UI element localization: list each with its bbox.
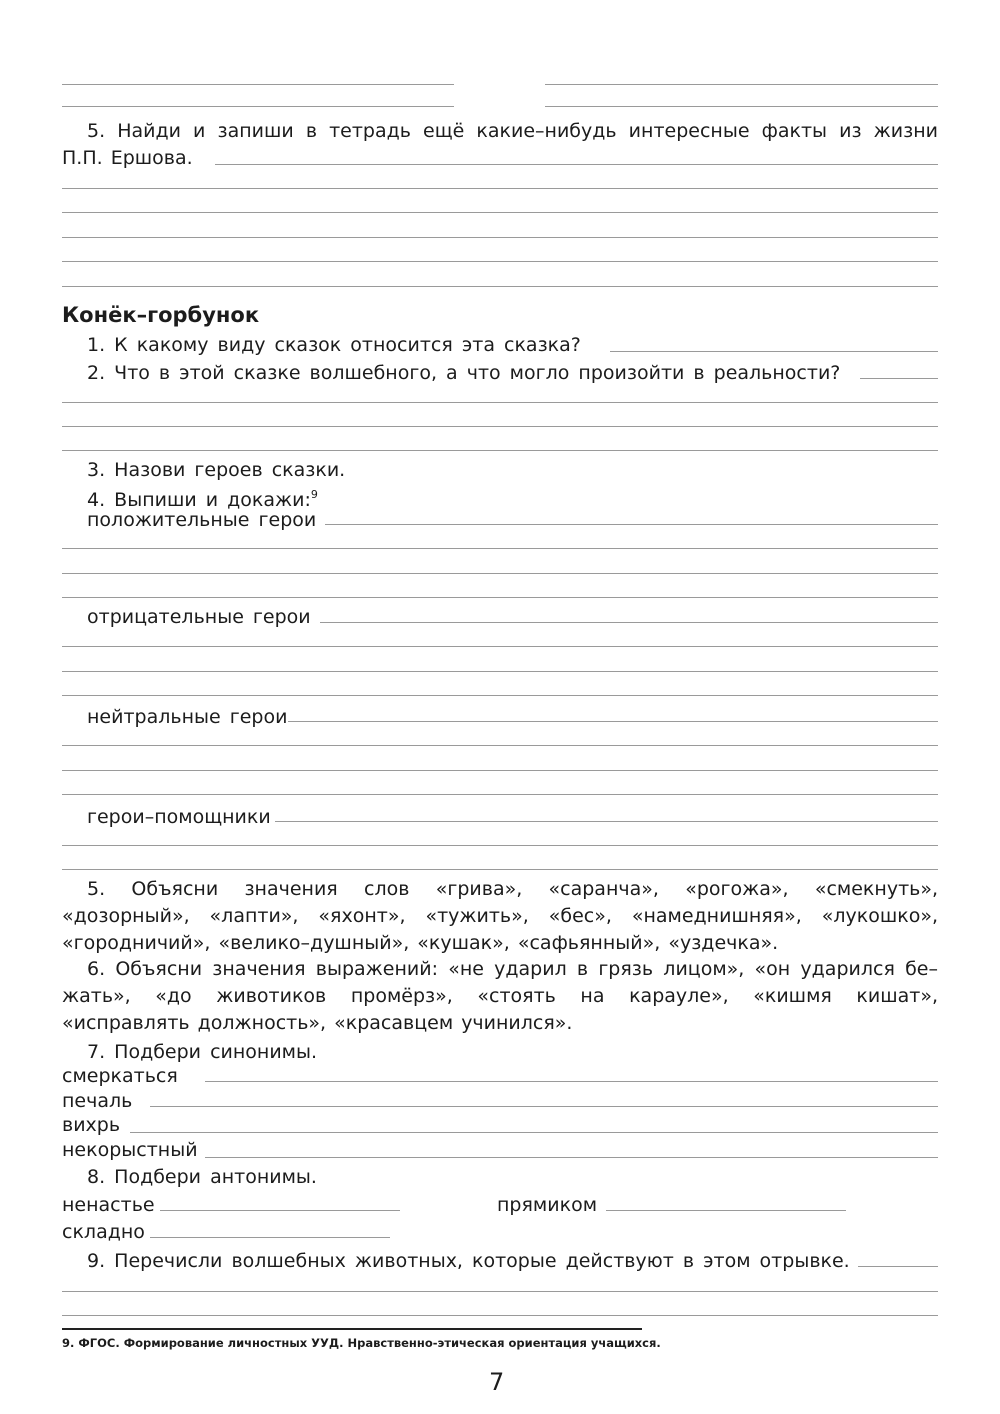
answer-line[interactable] xyxy=(62,770,938,771)
question-8: 8. Подбери антонимы. xyxy=(87,1166,317,1188)
question-4: 4. Выпиши и докажи:$^9$ xyxy=(87,488,318,511)
answer-line[interactable] xyxy=(62,84,454,85)
question-2: 2. Что в этой сказке волшебного, а что могло произойти в реальности? xyxy=(87,362,841,384)
antonym-word: ненастье xyxy=(62,1194,155,1216)
answer-line[interactable] xyxy=(150,1106,938,1107)
answer-line[interactable] xyxy=(62,1315,938,1316)
answer-line[interactable] xyxy=(320,622,938,623)
label-neutral-heroes: нейтральные герои xyxy=(87,706,288,728)
answer-line[interactable] xyxy=(160,1210,400,1211)
question-7: 7. Подбери синонимы. xyxy=(87,1041,318,1063)
page-number: 7 xyxy=(489,1368,505,1396)
answer-line[interactable] xyxy=(62,450,938,451)
answer-line[interactable] xyxy=(62,671,938,672)
answer-line[interactable] xyxy=(62,426,938,427)
answer-line[interactable] xyxy=(62,573,938,574)
antonym-word: складно xyxy=(62,1221,145,1243)
answer-line[interactable] xyxy=(62,212,938,213)
footnote-mark: 9 xyxy=(310,488,318,501)
answer-line[interactable] xyxy=(215,164,938,165)
question-5-ershov: 5. Найди и запиши в тетрадь ещё какие–нибудь интересные факты из жизни П.П. Ершова. xyxy=(62,120,938,169)
answer-line[interactable] xyxy=(545,84,938,85)
answer-line[interactable] xyxy=(62,548,938,549)
answer-line[interactable] xyxy=(62,106,454,107)
answer-line[interactable] xyxy=(610,351,938,352)
answer-line[interactable] xyxy=(150,1237,390,1238)
answer-line[interactable] xyxy=(130,1132,938,1133)
synonym-word: некорыстный xyxy=(62,1139,198,1161)
answer-line[interactable] xyxy=(860,378,938,379)
question-5-words: 5. Объясни значения слов «грива», «саранча», «рогожа», «смекнуть», «дозорный», «лапти», «яхонт», «тужить», «бес», «намеднишняя», «лукошко», «городничий», «велико–душный», «кушак», «сафьянный», «уздечка». xyxy=(62,878,938,954)
answer-line[interactable] xyxy=(858,1266,938,1267)
answer-line[interactable] xyxy=(288,721,938,722)
footnote-rule xyxy=(62,1328,642,1330)
answer-line[interactable] xyxy=(606,1210,846,1211)
answer-line[interactable] xyxy=(62,745,938,746)
label-positive-heroes: положительные герои xyxy=(87,509,317,531)
answer-line[interactable] xyxy=(62,597,938,598)
label-helper-heroes: герои–помощники xyxy=(87,806,271,828)
synonym-word: печаль xyxy=(62,1090,133,1112)
answer-line[interactable] xyxy=(62,794,938,795)
question-3: 3. Назови героев сказки. xyxy=(87,459,346,481)
antonym-word: прямиком xyxy=(497,1194,598,1216)
synonym-word: смеркаться xyxy=(62,1065,178,1087)
answer-line[interactable] xyxy=(62,695,938,696)
answer-line[interactable] xyxy=(62,402,938,403)
question-6-expressions: 6. Объясни значения выражений: «не ударил в грязь лицом», «он ударился бе–жать», «до животиков промёрз», «стоять на карауле», «кишмя кишат», «исправлять должность», «красавцем учинился». xyxy=(62,958,938,1034)
question-9: 9. Перечисли волшебных животных, которые действуют в этом отрывке. xyxy=(87,1250,850,1272)
answer-line[interactable] xyxy=(205,1081,938,1082)
answer-line[interactable] xyxy=(62,237,938,238)
answer-line[interactable] xyxy=(62,1291,938,1292)
label-negative-heroes: отрицательные герои xyxy=(87,606,311,628)
answer-line[interactable] xyxy=(62,869,938,870)
answer-line[interactable] xyxy=(545,106,938,107)
answer-line[interactable] xyxy=(62,261,938,262)
answer-line[interactable] xyxy=(275,821,938,822)
answer-line[interactable] xyxy=(62,646,938,647)
footnote: 9. ФГОС. Формирование личностных УУД. Нравственно-этическая ориентация учащихся. xyxy=(62,1336,661,1350)
question-1: 1. К какому виду сказок относится эта сказка? xyxy=(87,334,581,356)
section-title: Конёк–горбунок xyxy=(62,303,260,327)
answer-line[interactable] xyxy=(62,845,938,846)
synonym-word: вихрь xyxy=(62,1114,121,1136)
answer-line[interactable] xyxy=(325,524,938,525)
answer-line[interactable] xyxy=(62,286,938,287)
answer-line[interactable] xyxy=(62,188,938,189)
answer-line[interactable] xyxy=(205,1157,938,1158)
